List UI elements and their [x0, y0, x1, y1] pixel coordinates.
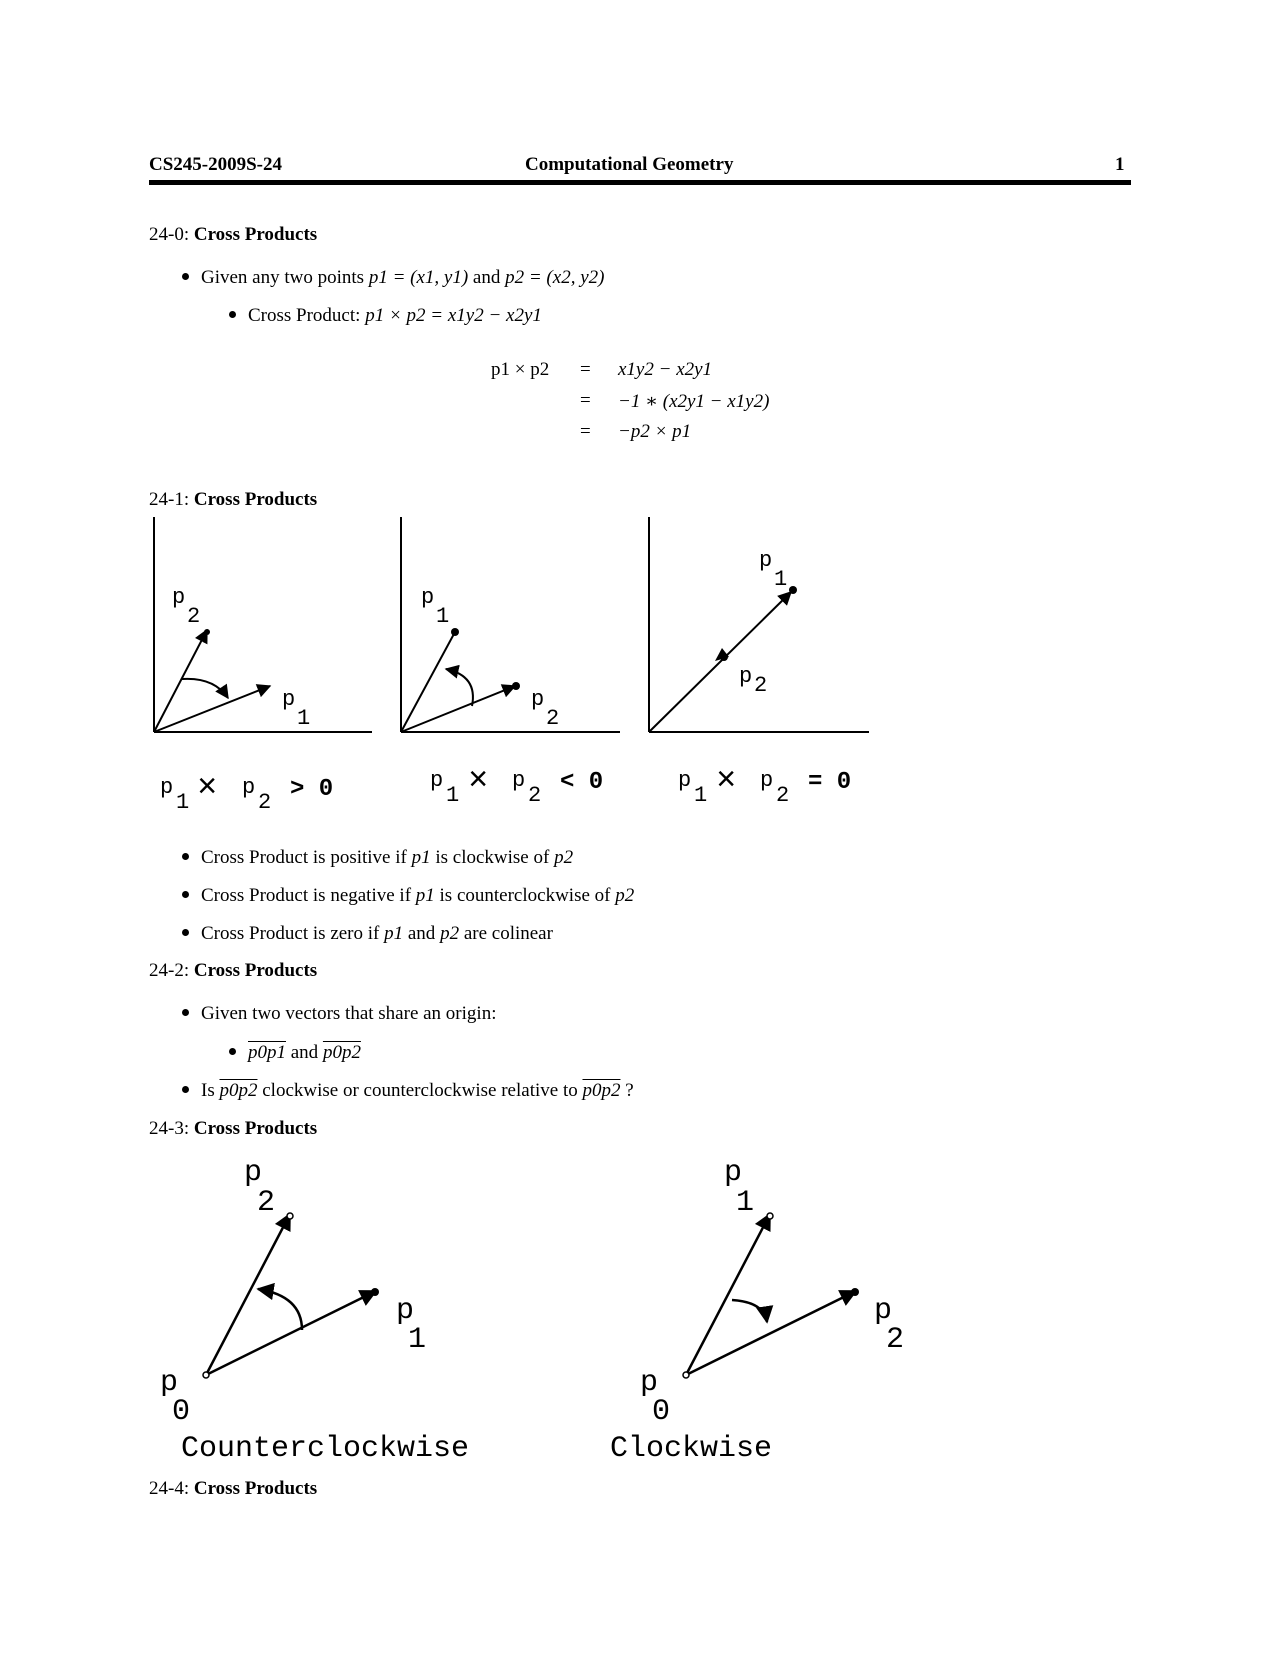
figure-clockwise: [610, 1156, 904, 1466]
document-title: Computational Geometry: [525, 154, 734, 175]
label-p2-sub: 2: [546, 706, 560, 731]
svg-text:×: ×: [197, 770, 218, 808]
label-p2: p: [531, 687, 545, 712]
label-p2-sub: 2: [187, 604, 201, 629]
svg-text:p: p: [160, 775, 174, 800]
svg-text:×: ×: [716, 763, 737, 801]
point-p0: [203, 1372, 209, 1378]
bullet-question: Is p0p2 clockwise or counterclockwise relative to p0p2 ?: [182, 1080, 634, 1102]
point-p2: [512, 682, 520, 690]
vector-p1: [154, 686, 270, 732]
figure-positive: [154, 517, 372, 732]
point-p0: [683, 1372, 689, 1378]
equation-lhs: p1 × p2: [491, 359, 550, 380]
bullet-vector-names: p0p1 and p0p2: [229, 1042, 361, 1064]
point-p1: [371, 1288, 379, 1296]
point-p2: [720, 653, 728, 661]
rotation-arrow: [258, 1289, 302, 1330]
bullet-cross-product-def: Cross Product: p1 × p2 = x1y2 − x2y1: [229, 305, 542, 327]
svg-text:1: 1: [736, 1186, 755, 1220]
bullet-dot: [182, 891, 189, 898]
section-heading-24-4: 24-4: Cross Products: [149, 1478, 318, 1499]
svg-text:p: p: [242, 775, 256, 800]
svg-text:2: 2: [257, 1186, 276, 1220]
label-p1-sub: 1: [297, 706, 311, 731]
rotation-arrow: [446, 669, 473, 706]
course-code: CS245-2009S-24: [149, 154, 283, 175]
bullet-given-points: Given any two points p1 = (x1, y1) and p2 = (x2, y2): [182, 267, 604, 289]
bullet-zero: Cross Product is zero if p1 and p2 are colinear: [182, 923, 553, 945]
label-p1-sub: 1: [436, 604, 450, 629]
svg-text:0: 0: [652, 1395, 671, 1429]
equation-row-3: −p2 × p1: [618, 421, 692, 442]
bullet-dot: [182, 1086, 189, 1093]
svg-text:p: p: [244, 1156, 263, 1190]
svg-text:0: 0: [172, 1395, 191, 1429]
svg-text:p: p: [512, 768, 526, 793]
vector-p0p1: [686, 1214, 770, 1375]
equation-equals-1: =: [580, 359, 591, 380]
bullet-dot: [229, 1048, 236, 1055]
svg-text:p: p: [160, 1366, 179, 1400]
vector-p1: [401, 632, 455, 732]
svg-text:p: p: [874, 1294, 893, 1328]
bullet-dot: [182, 929, 189, 936]
caption-clockwise: Clockwise: [610, 1432, 773, 1466]
bullet-negative: Cross Product is negative if p1 is counterclockwise of p2: [182, 885, 634, 907]
svg-text:p: p: [430, 768, 444, 793]
point-p2: [204, 629, 210, 635]
svg-text:1: 1: [176, 790, 190, 815]
caption-counterclockwise: Counterclockwise: [181, 1432, 470, 1466]
svg-text:×: ×: [468, 763, 489, 801]
svg-text:2: 2: [528, 783, 542, 808]
svg-text:p: p: [640, 1366, 659, 1400]
page-number: 1: [1115, 154, 1125, 175]
section-heading-24-0: 24-0: Cross Products: [149, 224, 318, 245]
label-p1: p: [282, 687, 296, 712]
svg-text:2: 2: [258, 790, 272, 815]
svg-text:2: 2: [776, 783, 790, 808]
svg-text:1: 1: [694, 783, 708, 808]
point-p1: [789, 586, 797, 594]
svg-text:1: 1: [408, 1323, 427, 1357]
equation-row-2: −1 ∗ (x2y1 − x1y2): [618, 391, 770, 412]
label-p2-sub: 2: [754, 673, 768, 698]
bullet-two-vectors: Given two vectors that share an origin:: [182, 1003, 496, 1025]
svg-text:2: 2: [886, 1323, 905, 1357]
vector-p2: [154, 630, 207, 732]
equation-row-1: x1y2 − x2y1: [618, 359, 713, 380]
svg-text:p: p: [396, 1294, 415, 1328]
equation-equals-2: =: [580, 390, 591, 411]
rotation-arrow: [182, 679, 228, 698]
svg-text:1: 1: [446, 783, 460, 808]
svg-text:p: p: [760, 768, 774, 793]
vector-p2: [401, 686, 515, 732]
svg-text:= 0: = 0: [808, 769, 852, 796]
svg-text:p: p: [724, 1156, 743, 1190]
label-p1: p: [421, 585, 435, 610]
rotation-arrow: [732, 1300, 767, 1322]
svg-text:> 0: > 0: [290, 776, 334, 803]
vector-p1: [649, 592, 791, 732]
svg-text:< 0: < 0: [560, 769, 604, 796]
section-heading-24-1: 24-1: Cross Products: [149, 489, 318, 510]
bullet-dot: [182, 853, 189, 860]
bullet-positive: Cross Product is positive if p1 is clockwise of p2: [182, 847, 573, 869]
caption-negative: [430, 763, 603, 808]
figure-zero: [649, 517, 869, 732]
equation-equals-3: =: [580, 421, 591, 442]
figure-negative: [401, 517, 620, 732]
caption-positive: [160, 770, 333, 815]
point-p2: [287, 1213, 293, 1219]
label-p1: p: [759, 548, 773, 573]
section-heading-24-2: 24-2: Cross Products: [149, 960, 318, 981]
point-p1: [767, 1213, 773, 1219]
label-p2: p: [739, 664, 753, 689]
section-heading-24-3: 24-3: Cross Products: [149, 1118, 318, 1139]
svg-text:p: p: [678, 768, 692, 793]
point-p2: [851, 1288, 859, 1296]
caption-zero: [678, 763, 851, 808]
figure-counterclockwise: [160, 1156, 469, 1466]
point-p1: [451, 628, 459, 636]
label-p2: p: [172, 585, 186, 610]
bullet-dot: [182, 1009, 189, 1016]
label-p1-sub: 1: [774, 567, 788, 592]
vector-p0p2: [686, 1291, 856, 1375]
